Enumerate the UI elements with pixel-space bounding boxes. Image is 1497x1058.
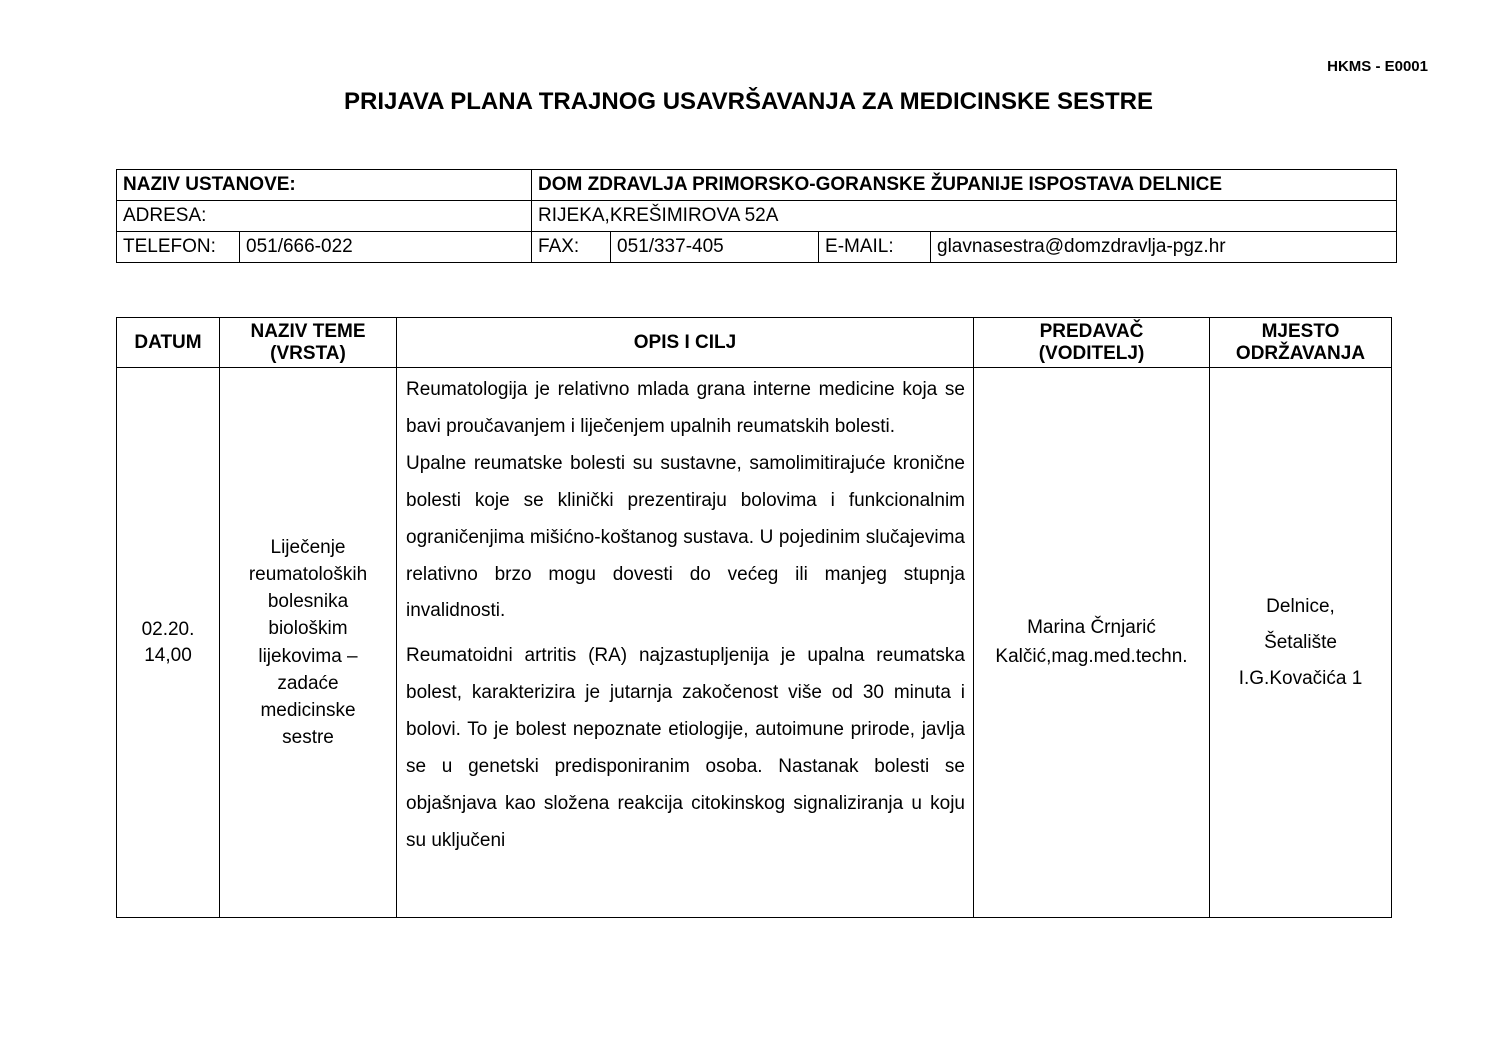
address-label: ADRESA: [117, 201, 532, 232]
topic-line: zadaće [277, 672, 339, 694]
institution-name-value: DOM ZDRAVLJA PRIMORSKO-GORANSKE ŽUPANIJE ISPOSTAVA DELNICE [532, 170, 1397, 201]
topic-line: sestre [282, 726, 334, 748]
header-place-line2: ODRŽAVANJA [1235, 342, 1366, 364]
date-cell [117, 368, 220, 918]
institution-name-label: NAZIV USTANOVE: [117, 170, 532, 201]
fax-value: 051/337-405 [611, 232, 819, 263]
phone-label: TELEFON: [117, 232, 240, 263]
description-paragraph: Reumatoidni artritis (RA) najzastupljenija je upalna reumatska bolest, karakterizira je jutarnja zakočenost više od 30 minuta i bolovi. To je bolest nepoznate etiologije, autoimune prirode, javlja se u genetski predisponiranim osoba. Nastanak bolesti se objašnjava kao složena reakcija citokinskog signaliziranja u koju su uključeni [406, 645, 965, 851]
plan-header-row [117, 318, 1392, 368]
header-date: DATUM [117, 318, 220, 368]
topic-line: lijekovima – [258, 645, 358, 667]
address-value: RIJEKA,KREŠIMIROVA 52A [532, 201, 1397, 232]
header-topic [220, 318, 397, 368]
address-row [117, 201, 1397, 232]
topic-line: biološkim [268, 618, 348, 640]
header-topic-line2: (VRSTA) [270, 342, 346, 364]
email-label: E-MAIL: [819, 232, 931, 263]
header-lecturer [974, 318, 1210, 368]
form-code: HKMS - E0001 [1327, 58, 1428, 75]
header-topic-line1: NAZIV TEME [250, 320, 366, 342]
topic-line: bolesnika [267, 591, 349, 613]
header-place [1210, 318, 1392, 368]
lecturer-line: Marina Črnjarić [1027, 617, 1156, 638]
header-lecturer-line2: (VODITELJ) [1038, 342, 1145, 364]
header-description: OPIS I CILJ [397, 318, 974, 368]
description-paragraph: Reumatologija je relativno mlada grana interne medicine koja se bavi proučavanjem i liječenjem upalnih reumatskih bolesti. [406, 379, 965, 437]
description-paragraph: Upalne reumatske bolesti su sustavne, samolimitirajuće kronične bolesti koje se klinički prezentiraju bolovima i funkcionalnim ograničenjima mišićno-koštanog sustava. U pojedinim slučajevima relativno brzo mogu dovesti do većeg ili manjeg stupnja invalidnosti. [406, 452, 965, 622]
contact-row [117, 232, 1397, 263]
header-place-line1: MJESTO [1261, 320, 1340, 342]
place-cell [1210, 368, 1392, 918]
place-line: I.G.Kovačića 1 [1238, 667, 1363, 689]
description-cell [397, 368, 974, 918]
phone-value: 051/666-022 [240, 232, 532, 263]
topic-cell [220, 368, 397, 918]
topic-line: Liječenje [270, 536, 346, 558]
header-lecturer-line1: PREDAVAČ [1039, 320, 1144, 342]
institution-name-row [117, 170, 1397, 201]
plan-table [116, 317, 1392, 918]
lecturer-cell [974, 368, 1210, 918]
place-line: Delnice, [1266, 595, 1335, 617]
email-value: glavnasestra@domzdravlja-pgz.hr [931, 232, 1397, 263]
topic-line: reumatoloških [248, 564, 368, 586]
institution-table [116, 169, 1397, 263]
topic-line: medicinske [260, 699, 356, 721]
page-title: PRIJAVA PLANA TRAJNOG USAVRŠAVANJA ZA MEDICINSKE SESTRE [344, 88, 1153, 115]
time-line: 14,00 [144, 644, 192, 666]
fax-label: FAX: [532, 232, 611, 263]
lecturer-line: Kalčić,mag.med.techn. [995, 645, 1188, 667]
place-line: Šetalište [1264, 631, 1337, 653]
plan-row [117, 368, 1392, 918]
date-line: 02.20. [141, 618, 195, 640]
